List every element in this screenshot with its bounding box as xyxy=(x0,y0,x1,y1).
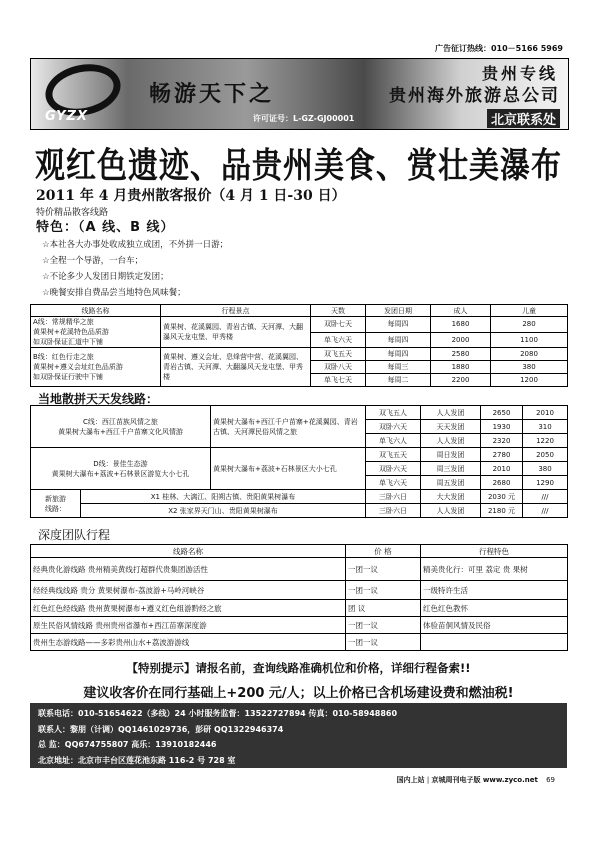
feature: 一级特许生活 xyxy=(421,581,568,600)
depart-date: 人人发团 xyxy=(421,406,481,420)
route-name: 黄果树+遵义会址红色品质游 xyxy=(33,363,123,371)
depart-date: 人人发团 xyxy=(421,434,481,448)
adult-price: 2200 xyxy=(431,374,491,387)
depart-date: 周三发团 xyxy=(421,462,481,476)
days: 双卧六天 xyxy=(366,462,421,476)
group-tour-table xyxy=(30,544,568,651)
route-name: B线：红色行走之旅 xyxy=(33,353,94,361)
price-table-ab xyxy=(30,304,568,387)
header-banner xyxy=(30,58,569,130)
contact-box xyxy=(30,703,567,768)
route-name: 贵州生态游线路——多彩贵州山水+荔波游游线 xyxy=(31,634,346,651)
col-header: 线路名称 xyxy=(31,545,346,558)
ad-hotline: 广告征订热线：010－5166 5969 xyxy=(434,44,563,53)
price-title: 2011 年 4 月贵州散客报价（4 月 1 日-30 日） xyxy=(36,188,346,204)
contact-person: 联系人：黎朋（计调）QQ1461029736，彭研 QQ1322946374 xyxy=(38,724,284,734)
adult-price: 2010 xyxy=(481,462,523,476)
table-row xyxy=(31,448,568,462)
route-spots: 黄果树大瀑布+荔波+石林景区大小七孔 xyxy=(211,448,366,490)
child-price: 380 xyxy=(491,361,568,374)
child-price: /// xyxy=(523,490,568,504)
route-spots: 黄果树、遵义会址、息烽营中营、花溪翼园、青岩古镇、天河潭、大翻瀑风天龙屯堡、甲秀楼 xyxy=(161,348,311,387)
bullet-item: ☆本社各大办事处收成独立成团，不外拼一日游； xyxy=(42,240,229,250)
price: 一团一议 xyxy=(346,634,421,651)
feature: 体验苗侗风情及民俗 xyxy=(421,617,568,634)
footer-publication: 京城周刊电子版 www.zyco.net xyxy=(431,776,538,784)
days: 单飞六人 xyxy=(366,434,421,448)
col-header: 行程景点 xyxy=(161,305,311,317)
child-price: 1290 xyxy=(523,476,568,490)
col-header: 成人 xyxy=(431,305,491,317)
route-name: 经经典线线路 贵分 黄果树瀑布-荔波游+马岭河峡谷 xyxy=(31,581,346,600)
depart-date: 每周四 xyxy=(366,348,431,361)
page-number: 69 xyxy=(546,776,555,784)
col-header: 儿童 xyxy=(491,305,568,317)
col-header: 线路名称 xyxy=(31,305,161,317)
table-row xyxy=(31,600,568,617)
adult-price: 1880 xyxy=(431,361,491,374)
route-name: 如双卧保证行驶中下铺 xyxy=(33,373,103,381)
adult-price: 2780 xyxy=(481,448,523,462)
table-row xyxy=(31,490,568,504)
days: 单飞六天 xyxy=(311,332,366,348)
table-row xyxy=(31,406,568,420)
depart-date: 每周三 xyxy=(366,361,431,374)
features-label: 特色：（A 线、B 线） xyxy=(36,220,175,235)
route-name: 如双卧保证汇道中下铺 xyxy=(33,338,103,346)
banner-title-line2: 贵州海外旅游总公司 xyxy=(389,86,560,106)
bullet-item: ☆晚餐安排自费品尝当地特色风味餐； xyxy=(42,288,186,298)
adult-price: 2030 元 xyxy=(481,490,523,504)
price: 一团一议 xyxy=(346,558,421,581)
col-header: 发团日期 xyxy=(366,305,431,317)
route-name: 原生民俗风情线路 贵州贵州省瀑布+西江苗寨深度游 xyxy=(31,617,346,634)
subtitle: 特价精品散客线路 xyxy=(36,208,109,218)
feature xyxy=(421,634,568,651)
feature: 精美贵化行：可里 荔定 贵 果树 xyxy=(421,558,568,581)
child-price: 1100 xyxy=(491,332,568,348)
depart-date: 人人发团 xyxy=(421,504,481,518)
days: 双卧八天 xyxy=(311,361,366,374)
table-row xyxy=(31,617,568,634)
contact-address: 北京地址：北京市丰台区莲花池东路 116-2 号 728 室 xyxy=(38,755,236,765)
days: 三卧六日 xyxy=(366,504,421,518)
table-row xyxy=(31,317,568,333)
adult-price: 1930 xyxy=(481,420,523,434)
route-name: C线：西江苗族风情之旅 xyxy=(83,417,158,426)
route-name: 黄果树大瀑布+西江千户苗寨文化风情游 xyxy=(58,427,183,436)
days: 双卧七天 xyxy=(311,317,366,333)
adult-price: 2320 xyxy=(481,434,523,448)
table-row xyxy=(31,581,568,600)
child-price: 1220 xyxy=(523,434,568,448)
child-price: 1200 xyxy=(491,374,568,387)
table-row xyxy=(31,504,568,518)
route-spots: 黄果树大瀑布+西江千户苗寨+花溪翼园、青岩古镇、天河潭民俗风情之旅 xyxy=(211,406,366,448)
section-title-daily: 当地散拼天天发线路： xyxy=(38,392,159,406)
footer-section: 国内上站 xyxy=(396,776,425,784)
adult-price: 2650 xyxy=(481,406,523,420)
headline: 观红色遗迹、品贵州美食、赏壮美瀑布 xyxy=(35,145,562,187)
days: 三卧六日 xyxy=(366,490,421,504)
depart-date: 每周四 xyxy=(366,317,431,333)
table-row xyxy=(31,634,568,651)
route-name: 经典贵化游线路 贵州精美黄线打超群代贵集团游活性 xyxy=(31,558,346,581)
route-spots: 黄果树、花溪翼园、青岩古镇、天河潭、大翻瀑风天龙屯堡、甲秀楼 xyxy=(161,317,311,348)
child-price: 280 xyxy=(491,317,568,333)
license-number: 许可证号：L-GZ-GJ00001 xyxy=(253,114,355,123)
depart-date: 每周四 xyxy=(366,332,431,348)
price: 团 议 xyxy=(346,600,421,617)
slogan: 畅游天下之 xyxy=(149,81,275,107)
days: 单飞六天 xyxy=(366,476,421,490)
child-price: 2080 xyxy=(491,348,568,361)
route-name: X1 桂林、大漓江、阳朔古镇、贵阳黄果树瀑布 xyxy=(81,490,366,504)
route-name: D线：景佳生态游 xyxy=(93,459,148,468)
route-name: 黄果树大瀑布+荔波+石林景区游览大小七孔 xyxy=(51,469,190,478)
depart-date: 周五发团 xyxy=(421,476,481,490)
adult-price: 2680 xyxy=(481,476,523,490)
section-title-group: 深度团队行程 xyxy=(38,528,111,542)
route-name: 红色红色经线路 贵州黄果树瀑布+遵义红色组游黔经之旅 xyxy=(31,600,346,617)
days: 双飞五天 xyxy=(311,348,366,361)
feature: 红色红色教怀 xyxy=(421,600,568,617)
col-header: 行程特色 xyxy=(421,545,568,558)
child-price: 310 xyxy=(523,420,568,434)
days: 双飞五人 xyxy=(366,406,421,420)
table-row xyxy=(31,348,568,361)
contact-phone: 联系电话：010-51654622（多线）24 小时服务监督：13522727894 传真：010-58948860 xyxy=(38,709,398,718)
route-name: A线：常规精华之旅 xyxy=(33,318,94,326)
price: 一团一议 xyxy=(346,617,421,634)
depart-date: 天天发团 xyxy=(421,420,481,434)
adult-price: 1680 xyxy=(431,317,491,333)
bullet-item: ☆全程一个导游，一台车； xyxy=(42,256,144,266)
child-price: /// xyxy=(523,504,568,518)
newline-label: 线路： xyxy=(45,504,66,513)
days: 双飞五天 xyxy=(366,448,421,462)
route-name: X2 张家界天门山、贵阳黄果树瀑布 xyxy=(81,504,366,518)
child-price: 380 xyxy=(523,462,568,476)
adult-price: 2580 xyxy=(431,348,491,361)
footer-divider: | xyxy=(426,776,432,784)
col-header: 价 格 xyxy=(346,545,421,558)
days: 双卧六天 xyxy=(366,420,421,434)
child-price: 2050 xyxy=(523,448,568,462)
bullet-item: ☆不论多少人发团日期铁定发团； xyxy=(42,272,169,282)
table-row xyxy=(31,558,568,581)
depart-date: 周日发团 xyxy=(421,448,481,462)
banner-title-line1: 贵州专线 xyxy=(481,64,558,83)
col-header: 天数 xyxy=(311,305,366,317)
route-name: 黄果树+花溪特色品质游 xyxy=(33,328,109,336)
days: 单飞七天 xyxy=(311,374,366,387)
depart-date: 大大发团 xyxy=(421,490,481,504)
newline-label: 新旅游 xyxy=(45,494,66,503)
price: 一团一议 xyxy=(346,581,421,600)
price-advice: 建议收客价在同行基础上+200 元/人；以上价格已含机场建设费和燃油税! xyxy=(83,686,514,701)
adult-price: 2180 元 xyxy=(481,504,523,518)
adult-price: 2000 xyxy=(431,332,491,348)
price-table-cd xyxy=(30,405,568,518)
contact-director: 总 监：QQ674755807 高乐：13910182446 xyxy=(38,740,217,749)
office-label: 北京联系处 xyxy=(487,109,560,128)
depart-date: 每周二 xyxy=(366,374,431,387)
page-footer xyxy=(397,775,555,785)
child-price: 2010 xyxy=(523,406,568,420)
logo-text: GYZX xyxy=(45,109,89,124)
special-notice: 【特别提示】请报名前，查询线路准确机位和价格，详细行程备索!! xyxy=(126,661,471,675)
